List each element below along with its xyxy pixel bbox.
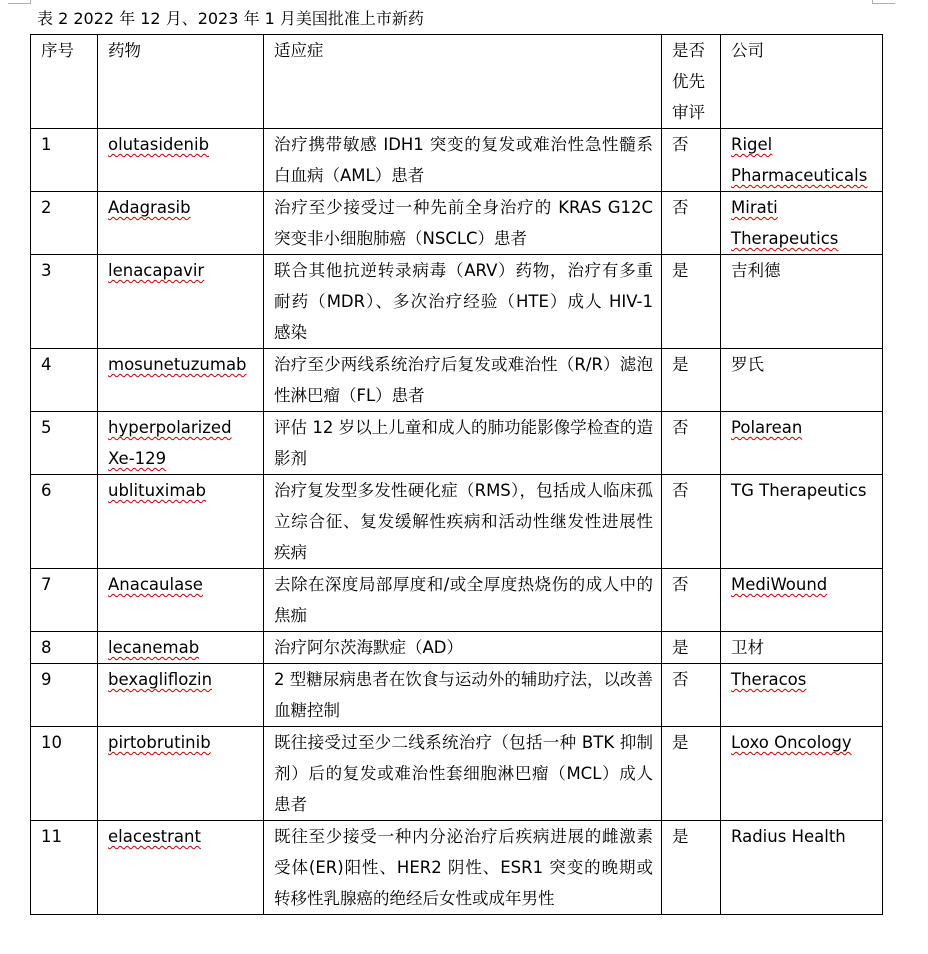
cell-no: 1	[31, 129, 98, 192]
cell-company	[721, 412, 883, 475]
cell-company	[721, 129, 883, 192]
cell-company: Radius Health	[721, 821, 883, 915]
cell-priority-review: 是	[662, 349, 721, 412]
cell-priority-review: 是	[662, 632, 721, 664]
cell-indication: 治疗阿尔茨海默症（AD）	[264, 632, 662, 664]
cell-drug-name	[98, 727, 264, 821]
cell-company-text: Theracos	[731, 670, 807, 689]
cell-indication: 评估 12 岁以上儿童和成人的肺功能影像学检查的造影剂	[264, 412, 662, 475]
cell-priority-review: 否	[662, 129, 721, 192]
cell-drug-name	[98, 192, 264, 255]
cell-no: 6	[31, 475, 98, 569]
cell-no: 5	[31, 412, 98, 475]
cell-no: 7	[31, 569, 98, 632]
cell-no: 10	[31, 727, 98, 821]
cell-indication: 联合其他抗逆转录病毒（ARV）药物，治疗有多重耐药（MDR）、多次治疗经验（HTE）成人 HIV-1 感染	[264, 255, 662, 349]
table-row	[31, 349, 883, 412]
cell-drug-name-text: mosunetuzumab	[108, 355, 247, 374]
cell-drug-name-text: ublituximab	[108, 481, 207, 500]
cell-no: 9	[31, 664, 98, 727]
cell-drug-name	[98, 349, 264, 412]
table-row	[31, 632, 883, 664]
table-row	[31, 821, 883, 915]
cell-indication: 既往接受过至少二线系统治疗（包括一种 BTK 抑制剂）后的复发或难治性套细胞淋巴瘤（MCL）成人患者	[264, 727, 662, 821]
cell-drug-name-text: lenacapavir	[108, 261, 205, 280]
cell-company-text: Mirati Therapeutics	[731, 198, 839, 248]
cell-indication: 治疗至少两线系统治疗后复发或难治性（R/R）滤泡性淋巴瘤（FL）患者	[264, 349, 662, 412]
cell-indication: 去除在深度局部厚度和/或全厚度热烧伤的成人中的焦痂	[264, 569, 662, 632]
cell-priority-review: 否	[662, 664, 721, 727]
drug-approval-table	[30, 34, 883, 915]
cell-drug-name	[98, 475, 264, 569]
cell-company	[721, 192, 883, 255]
header-cell-indication: 适应症	[264, 35, 662, 129]
table-row	[31, 129, 883, 192]
cell-company-text: Rigel Pharmaceuticals	[731, 135, 868, 185]
table-row	[31, 569, 883, 632]
cell-priority-review: 否	[662, 192, 721, 255]
cell-drug-name-text: bexagliflozin	[108, 670, 213, 689]
cell-priority-review: 是	[662, 255, 721, 349]
cell-drug-name	[98, 569, 264, 632]
cell-company-text: Polarean	[731, 418, 803, 437]
table-row	[31, 475, 883, 569]
cell-priority-review: 是	[662, 727, 721, 821]
cell-drug-name	[98, 412, 264, 475]
table-row	[31, 664, 883, 727]
cell-indication: 既往至少接受一种内分泌治疗后疾病进展的雌激素受体(ER)阳性、HER2 阴性、ESR1 突变的晚期或转移性乳腺癌的绝经后女性或成年男性	[264, 821, 662, 915]
cell-priority-review: 否	[662, 412, 721, 475]
cell-no: 8	[31, 632, 98, 664]
cell-no: 2	[31, 192, 98, 255]
header-cell-drug: 药物	[98, 35, 264, 129]
cell-company: 罗氏	[721, 349, 883, 412]
cell-company: 吉利德	[721, 255, 883, 349]
cell-company-text: MediWound	[731, 575, 828, 594]
cell-priority-review: 是	[662, 821, 721, 915]
cell-priority-review: 否	[662, 569, 721, 632]
header-cell-company: 公司	[721, 35, 883, 129]
cell-company	[721, 569, 883, 632]
cell-drug-name-text: elacestrant	[108, 827, 201, 846]
page-corner-mark-left	[8, 0, 31, 4]
cell-company: TG Therapeutics	[721, 475, 883, 569]
cell-company-text: Loxo Oncology	[731, 733, 852, 752]
cell-drug-name	[98, 664, 264, 727]
cell-company	[721, 727, 883, 821]
cell-no: 4	[31, 349, 98, 412]
table-row	[31, 727, 883, 821]
cell-indication: 治疗至少接受过一种先前全身治疗的 KRAS G12C 突变非小细胞肺癌（NSCLC）患者	[264, 192, 662, 255]
table-row	[31, 192, 883, 255]
table-caption: 表 2 2022 年 12 月、2023 年 1 月美国批准上市新药	[37, 9, 424, 28]
cell-drug-name-text: lecanemab	[108, 638, 200, 657]
cell-drug-name	[98, 821, 264, 915]
cell-drug-name	[98, 129, 264, 192]
cell-drug-name-text: hyperpolarized Xe-129	[108, 418, 232, 468]
cell-drug-name	[98, 255, 264, 349]
cell-drug-name-text: olutasidenib	[108, 135, 210, 154]
table-header-row	[31, 35, 883, 129]
cell-company	[721, 664, 883, 727]
table-row	[31, 255, 883, 349]
cell-no: 3	[31, 255, 98, 349]
page-corner-mark-right	[872, 0, 895, 4]
cell-no: 11	[31, 821, 98, 915]
cell-drug-name-text: Adagrasib	[108, 198, 191, 217]
table-row	[31, 412, 883, 475]
cell-indication: 治疗复发型多发性硬化症（RMS），包括成人临床孤立综合征、复发缓解性疾病和活动性继发性进展性疾病	[264, 475, 662, 569]
cell-company: 卫材	[721, 632, 883, 664]
header-cell-priority: 是否优先审评	[662, 35, 721, 129]
header-cell-no: 序号	[31, 35, 98, 129]
cell-priority-review: 否	[662, 475, 721, 569]
cell-drug-name	[98, 632, 264, 664]
cell-indication: 治疗携带敏感 IDH1 突变的复发或难治性急性髓系白血病（AML）患者	[264, 129, 662, 192]
cell-drug-name-text: Anacaulase	[108, 575, 203, 594]
cell-indication: 2 型糖尿病患者在饮食与运动外的辅助疗法，以改善血糖控制	[264, 664, 662, 727]
cell-drug-name-text: pirtobrutinib	[108, 733, 211, 752]
